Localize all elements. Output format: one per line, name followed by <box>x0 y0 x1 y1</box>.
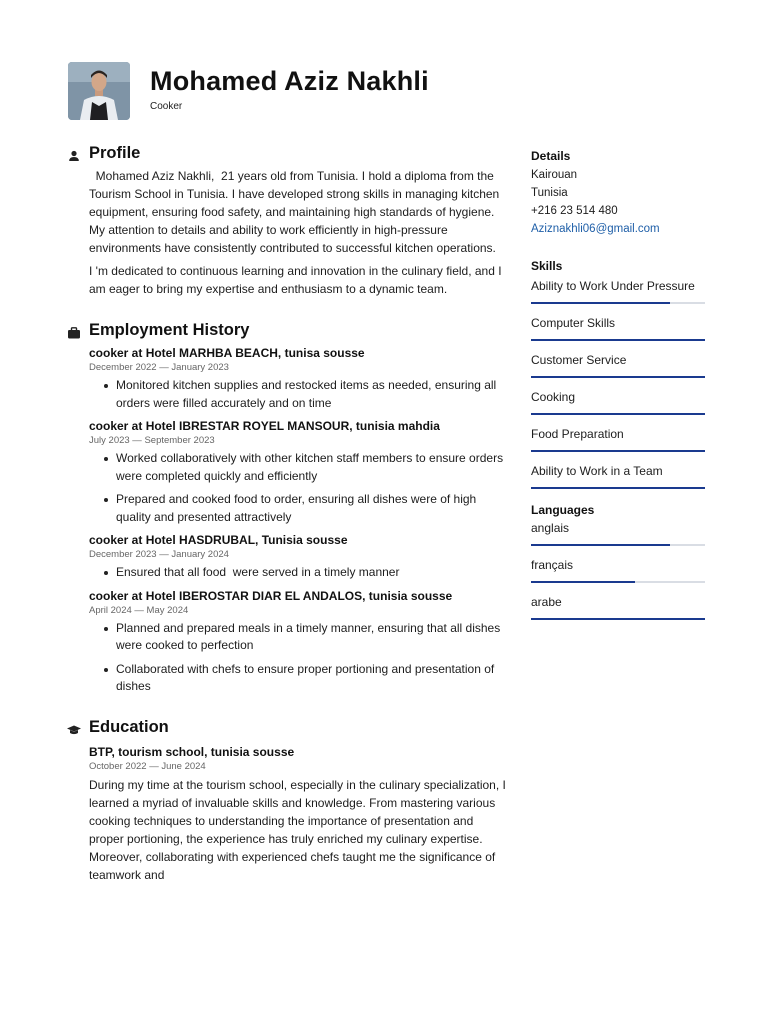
job-entry-title: cooker at Hotel IBEROSTAR DIAR EL ANDALOS, tunisia sousse <box>89 588 453 603</box>
skill-level-fill <box>531 450 705 452</box>
job-entry-dates: July 2023 — September 2023 <box>89 435 215 446</box>
job-entry-bullets <box>66 620 506 696</box>
job-entry-dates: April 2024 — May 2024 <box>89 604 189 616</box>
bullet-item: Ensured that all food were served in a timely manner <box>116 564 506 582</box>
skill-item <box>531 462 707 489</box>
job-entry <box>66 418 506 526</box>
skill-level-fill <box>531 339 705 341</box>
skill-level-track <box>531 487 705 489</box>
skills-heading: Skills <box>531 259 563 273</box>
person-icon <box>66 148 82 164</box>
education-heading: Education <box>89 717 169 736</box>
skill-level-track <box>531 339 705 341</box>
skill-label: Cooking <box>531 390 576 404</box>
education-description: During my time at the tourism school, especially in the culinary specialization, I learned a myriad of invaluable skills and knowledge. From mastering various cooking techniques to understanding the importance of presentation and proper portioning, the experience has truly enriched my culinary expertise. Moreover, collaborating with experienced chefs taught me the significance of teamwork and <box>89 777 506 882</box>
language-level-track <box>531 618 705 620</box>
education-degree: BTP, tourism school, tunisia sousse <box>89 744 295 759</box>
skill-label: Ability to Work in a Team <box>531 464 663 478</box>
education-dates: October 2022 — June 2024 <box>89 760 206 772</box>
language-level-fill <box>531 618 705 620</box>
details-country: Tunisia <box>531 187 568 199</box>
profile-section-header <box>66 142 506 168</box>
skill-label: Computer Skills <box>531 316 616 330</box>
briefcase-icon <box>66 325 82 341</box>
skill-level-fill <box>531 376 705 378</box>
profile-paragraph: I 'm dedicated to continuous learning and innovation in the culinary field, and I am eager to bring my expertise and enthusiasm to a dynamic team. <box>89 264 502 296</box>
skill-level-fill <box>531 413 705 415</box>
employment-section-header <box>66 319 506 345</box>
job-entry-title: cooker at Hotel MARHBA BEACH, tunisa sousse <box>89 346 365 360</box>
skill-label: Food Preparation <box>531 427 624 441</box>
skill-level-track <box>531 413 705 415</box>
education-section-header <box>66 716 506 742</box>
skill-level-fill <box>531 302 670 304</box>
language-label: anglais <box>531 521 570 535</box>
language-label: français <box>531 558 574 572</box>
job-entry-dates: December 2023 — January 2024 <box>89 549 229 560</box>
bullet-item: Worked collaboratively with other kitchen staff members to ensure orders were completed quickly and efficiently <box>116 450 506 485</box>
bullet-item: Collaborated with chefs to ensure proper portioning and presentation of dishes <box>116 661 506 696</box>
job-entry-bullets <box>66 450 506 526</box>
details-city: Kairouan <box>531 169 578 181</box>
candidate-name: Mohamed Aziz Nakhli <box>150 66 429 96</box>
skill-item <box>531 388 707 415</box>
skill-item <box>531 425 707 452</box>
language-level-fill <box>531 581 635 583</box>
job-title: Cooker <box>150 101 183 112</box>
skill-level-track <box>531 450 705 452</box>
job-entry <box>66 588 506 696</box>
language-level-fill <box>531 544 670 546</box>
employment-heading: Employment History <box>89 321 250 339</box>
languages-heading: Languages <box>531 503 595 517</box>
details-phone: +216 23 514 480 <box>531 205 618 217</box>
skill-level-fill <box>531 487 705 489</box>
job-entry-bullets <box>66 377 506 412</box>
language-level-track <box>531 581 705 583</box>
main-column <box>66 142 506 884</box>
job-entry-bullets <box>66 564 506 582</box>
skill-level-track <box>531 302 705 304</box>
skill-item <box>531 277 707 304</box>
job-entry <box>66 532 506 582</box>
bullet-item: Planned and prepared meals in a timely manner, ensuring that all dishes were cooked to perfection <box>116 620 506 655</box>
job-entry-title: cooker at Hotel IBRESTAR ROYEL MANSOUR, tunisia mahdia <box>89 419 440 433</box>
language-item <box>531 556 707 583</box>
skill-label: Ability to Work Under Pressure <box>531 279 695 293</box>
languages-list <box>531 519 707 620</box>
job-entry-title: cooker at Hotel HASDRUBAL, Tunisia sousse <box>89 533 348 547</box>
skill-item <box>531 351 707 378</box>
skill-item <box>531 314 707 341</box>
language-item <box>531 519 707 546</box>
profile-heading: Profile <box>89 144 141 162</box>
bullet-item: Prepared and cooked food to order, ensuring all dishes were of high quality and presented attractively <box>116 491 506 526</box>
bullet-item: Monitored kitchen supplies and restocked items as needed, ensuring all orders were filled accurately and on time <box>116 377 506 412</box>
education-entry <box>66 744 506 884</box>
skills-list <box>531 277 707 489</box>
language-label: arabe <box>531 595 562 609</box>
profile-paragraph: Mohamed Aziz Nakhli, 21 years old from Tunisia. I hold a diploma from the Tourism School in Tunisia. I have developed strong skills in managing kitchen equipment, ensuring food safety, and maintaining high standards of hygiene. My attention to details and ability to work efficiently in high-pressure environments have consistently contributed to successful kitchen operations. <box>89 169 503 255</box>
language-item <box>531 593 707 620</box>
avatar <box>68 62 130 120</box>
profile-text <box>89 167 506 298</box>
avatar-photo <box>68 62 130 120</box>
skill-level-track <box>531 376 705 378</box>
details-email-link[interactable]: Aziznakhli06@gmail.com <box>531 223 660 235</box>
job-entry <box>66 345 506 412</box>
graduation-cap-icon <box>66 722 82 738</box>
language-level-track <box>531 544 705 546</box>
sidebar <box>531 148 707 630</box>
skill-label: Customer Service <box>531 353 627 367</box>
details-heading: Details <box>531 149 571 163</box>
job-entry-dates: December 2022 — January 2023 <box>89 362 229 373</box>
